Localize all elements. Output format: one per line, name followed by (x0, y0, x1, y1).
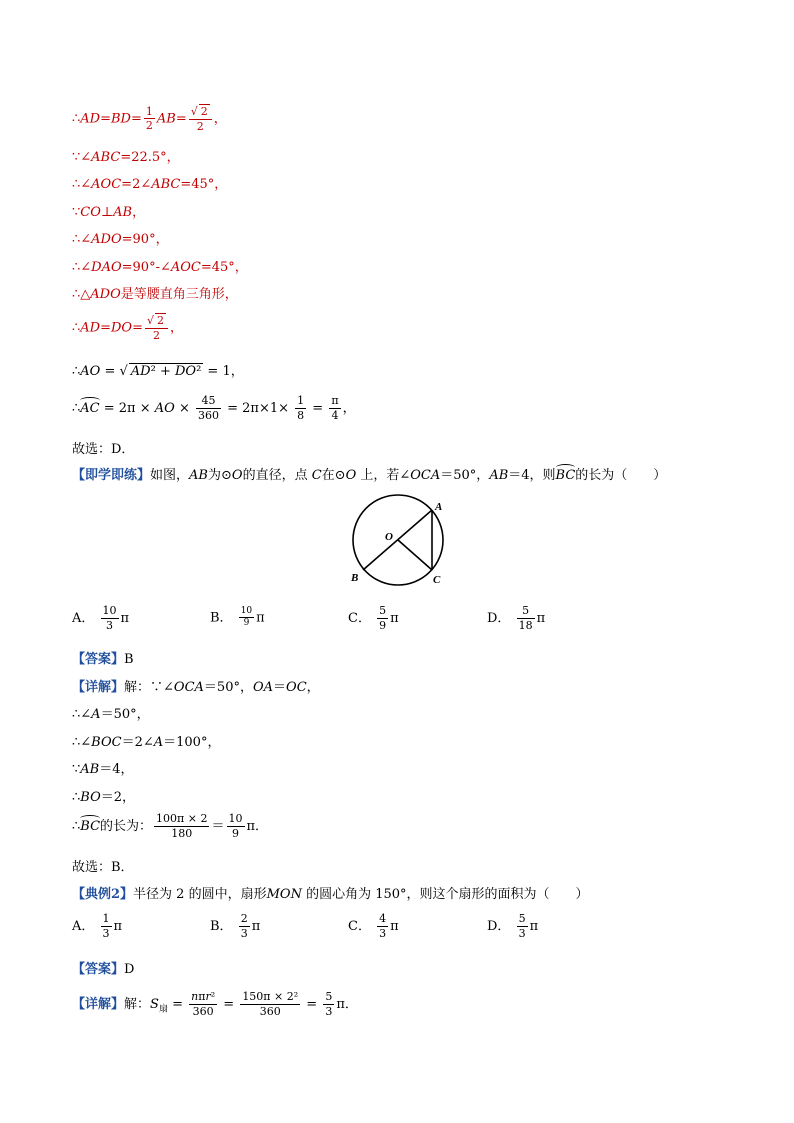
practice-option-c[interactable]: C． $\frac{5}{9}$ π (348, 604, 399, 632)
example2-option-c[interactable]: C． $\frac{4}{3}$ π (348, 912, 399, 940)
example2-answer: 【答案】D (72, 962, 135, 977)
example2-question: 【典例2】半径为 2 的圆中，扇形MON 的圆心角为 150°，则这个扇形的面积为（ ） (72, 887, 589, 902)
sol1-line3: ∴∠AOC=2∠ABC=45°， (72, 177, 228, 192)
practice-detail-1: 【详解】解：∵∠OCA＝50°，OA＝OC， (72, 680, 320, 695)
label-c: C (433, 574, 441, 586)
practice-tag: 【即学即练】 (72, 468, 151, 483)
sol1-choose: 故选：D． (72, 442, 135, 457)
label-o: O (385, 531, 393, 543)
sol1-line7: ∴△ADO是等腰直角三角形， (72, 287, 238, 302)
practice-detail-5: ∴BO＝2， (72, 790, 136, 805)
sol1-line2: ∵∠ABC=22.5°， (72, 150, 180, 165)
practice-detail-2: ∴∠A＝50°， (72, 707, 150, 722)
sol1-line5: ∴∠ADO=90°， (72, 232, 169, 247)
practice-option-d[interactable]: D． $\frac{5}{18}$ π (487, 604, 546, 632)
sol1-line9: ∴AO = √ AD² + DO² = 1， (72, 364, 244, 379)
sol1-line6: ∴∠DAO=90°-∠AOC=45°， (72, 260, 248, 275)
practice-detail-6: ∴BC的长为： $\frac{100\pi \times 2}{180}$ ＝ $\frac{10}{9}$ π． (72, 812, 269, 840)
label-a: A (435, 501, 443, 513)
label-b: B (351, 572, 359, 584)
sol1-line1: ∴AD=BD= $\frac{1}{2}$ AB= $\frac{√ 2}{2}$ ， (72, 104, 227, 133)
example2-option-d[interactable]: D． $\frac{5}{3}$ π (487, 912, 539, 940)
practice-option-b[interactable]: B． $\frac{10}{9}$ π (210, 606, 265, 629)
practice-choose: 故选：B． (72, 860, 134, 875)
practice-answer: 【答案】B (72, 652, 134, 667)
example2-option-b[interactable]: B． $\frac{2}{3}$ π (210, 912, 261, 940)
sol1-line4: ∵CO⊥AB， (72, 205, 146, 220)
example2-tag: 【典例2】 (72, 887, 134, 902)
sol1-line10: ∴AC = 2π × AO × $\frac{45}{360}$ = 2π×1× $\frac{1}{8}$ = $\frac{\pi}{4}$ ， (72, 394, 356, 422)
practice-detail-4: ∵AB＝4， (72, 762, 134, 777)
example2-option-a[interactable]: A． $\frac{1}{3}$ π (72, 912, 123, 940)
example2-detail-1: 【详解】解：$S_扇$ = $\frac{\text{nπr²}}{360}$ = $\frac{\text{150π × 2²}}{360}$ = $\frac{5}{3}$ π． (72, 990, 358, 1018)
practice-detail-3: ∴∠BOC＝2∠A＝100°， (72, 735, 221, 750)
sol1-line8: ∴AD=DO= $\frac{√ 2}{2}$ ， (72, 314, 184, 342)
practice-option-a[interactable]: A． $\frac{10}{3}$ π (72, 604, 130, 632)
practice-question: 【即学即练】如图，AB为⊙O的直径，点 C在⊙O 上，若∠OCA＝50°，AB＝4，则BC的长为（ ） (72, 468, 667, 483)
circle-figure (342, 490, 454, 594)
